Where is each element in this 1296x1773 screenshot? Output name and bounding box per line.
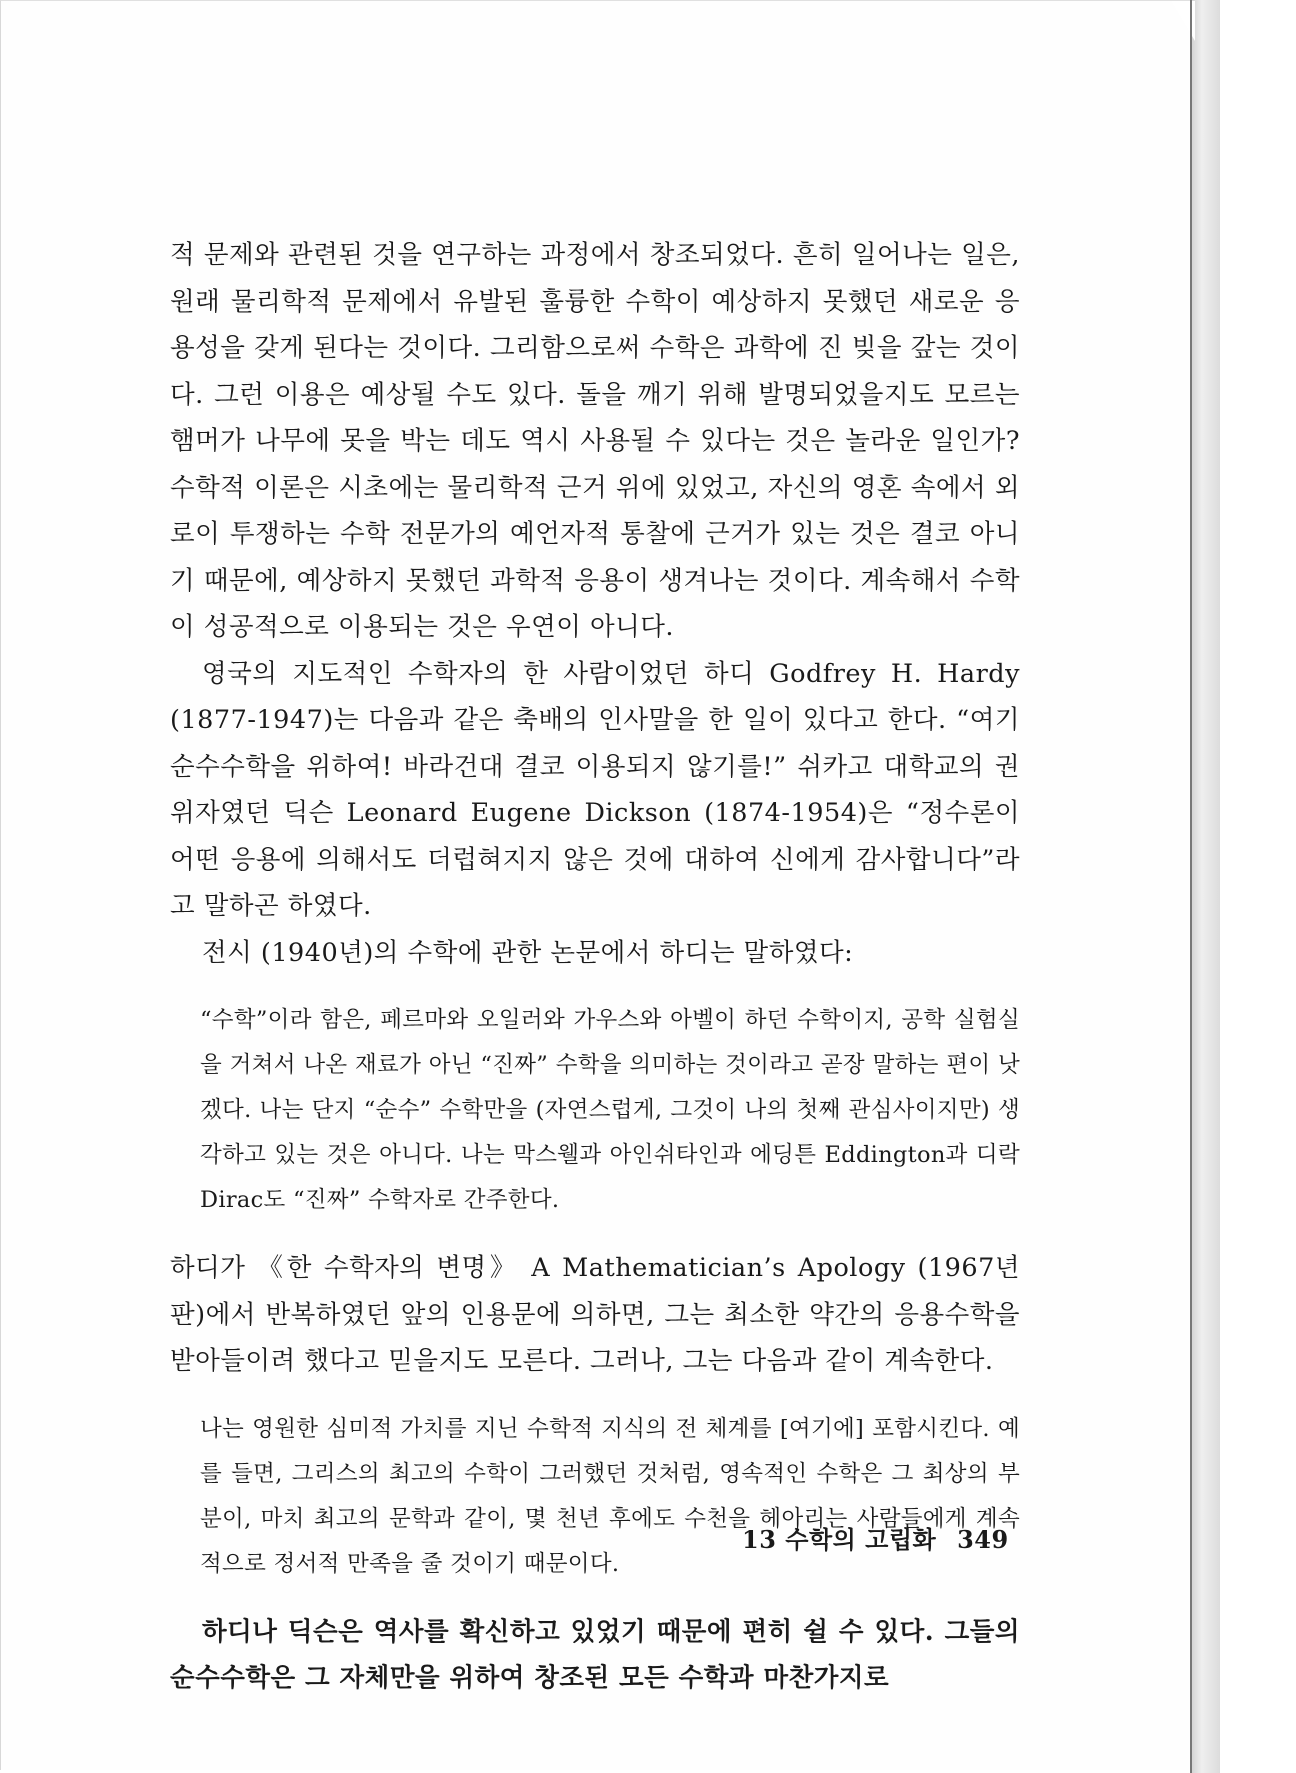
block-quote-1: “수학”이라 함은, 페르마와 오일러와 가우스와 아벨이 하던 수학이지, 공학 실험실을 거쳐서 나온 재료가 아닌 “진짜” 수학을 의미하는 것이라고 곧장 말하는 편이 낫겠다. 나는 단지 “순수” 수학만을 (자연스럽게, 그것이 나의 첫째 관심사이지만) 생각하고 있는 것은 아니다. 나는 막스웰과 아인쉬타인과 에딩튼 Eddington과 디락 Dirac도 “진짜” 수학자로 간주한다. xyxy=(200,1007,1020,1213)
spacer xyxy=(170,1223,1020,1245)
spacer xyxy=(170,1385,1020,1407)
block-quote-2: 나는 영원한 심미적 가치를 지닌 수학적 지식의 전 체계를 [여기에] 포함시킨다. 예를 들면, 그리스의 최고의 수학이 그러했던 것처럼, 영속적인 수학은 그 최상의 부분이, 마치 최고의 문학과 같이, 몇 천년 후에도 수천을 헤아리는 사람들에게 계속적으로 정서적 만족을 줄 것이기 때문이다. xyxy=(200,1415,1020,1577)
paragraph-3: 전시 (1940년)의 수학에 관한 논문에서 하디는 말하였다: xyxy=(202,937,854,968)
page-footer xyxy=(742,1520,1021,1555)
paragraph-1: 적 문제와 관련된 것을 연구하는 과정에서 창조되었다. 흔히 일어나는 일은, 원래 물리학적 문제에서 유발된 훌륭한 수학이 예상하지 못했던 새로운 응용성을 갖게 된다는 것이다. 그리함으로써 수학은 과학에 진 빚을 갚는 것이다. 그런 이용은 예상될 수도 있다. 돌을 깨기 위해 발명되었을지도 모르는 햄머가 나무에 못을 박는 데도 역시 사용될 수 있다는 것은 놀라운 일인가? 수학적 이론은 시초에는 물리학적 근거 위에 있었고, 자신의 영혼 속에서 외로이 투쟁하는 수학 전문가의 예언자적 통찰에 근거가 있는 것은 결코 아니기 때문에, 예상하지 못했던 과학적 응용이 생겨나는 것이다. 계속해서 수학이 성공적으로 이용되는 것은 우연이 아니다. xyxy=(170,240,1020,642)
page-edge xyxy=(1190,0,1192,1773)
paragraph-2: 영국의 지도적인 수학자의 한 사람이었던 하디 Godfrey H. Hardy (1877-1947)는 다음과 같은 축배의 인사말을 한 일이 있다고 한다. “여기 순수수학을 위하여! 바라건대 결코 이용되지 않기를!” 쉬카고 대학교의 권위자였던 딕슨 Leonard Eugene Dickson (1874-1954)은 “정수론이 어떤 응용에 의해서도 더럽혀지지 않은 것에 대하여 신에게 감사합니다”라고 말하곤 하였다. xyxy=(170,658,1020,921)
chapter-title: 13 수학의 고립화 xyxy=(742,1525,937,1554)
spacer xyxy=(170,976,1020,998)
page-number: 349 xyxy=(957,1525,1009,1554)
page-body xyxy=(170,232,1020,1702)
spacer xyxy=(170,1587,1020,1609)
paragraph-4: 하디가 《한 수학자의 변명》 A Mathematician’s Apology (1967년판)에서 반복하였던 앞의 인용문에 의하면, 그는 최소한 약간의 응용수학을 받아들이려 했다고 믿을지도 모른다. 그러나, 그는 다음과 같이 계속한다. xyxy=(170,1253,1020,1376)
paragraph-5: 하디나 딕슨은 역사를 확신하고 있었기 때문에 편히 쉴 수 있다. 그들의 순수수학은 그 자체만을 위하여 창조된 모든 수학과 마찬가지로 xyxy=(170,1616,1020,1693)
page-shadow xyxy=(1190,0,1220,1773)
